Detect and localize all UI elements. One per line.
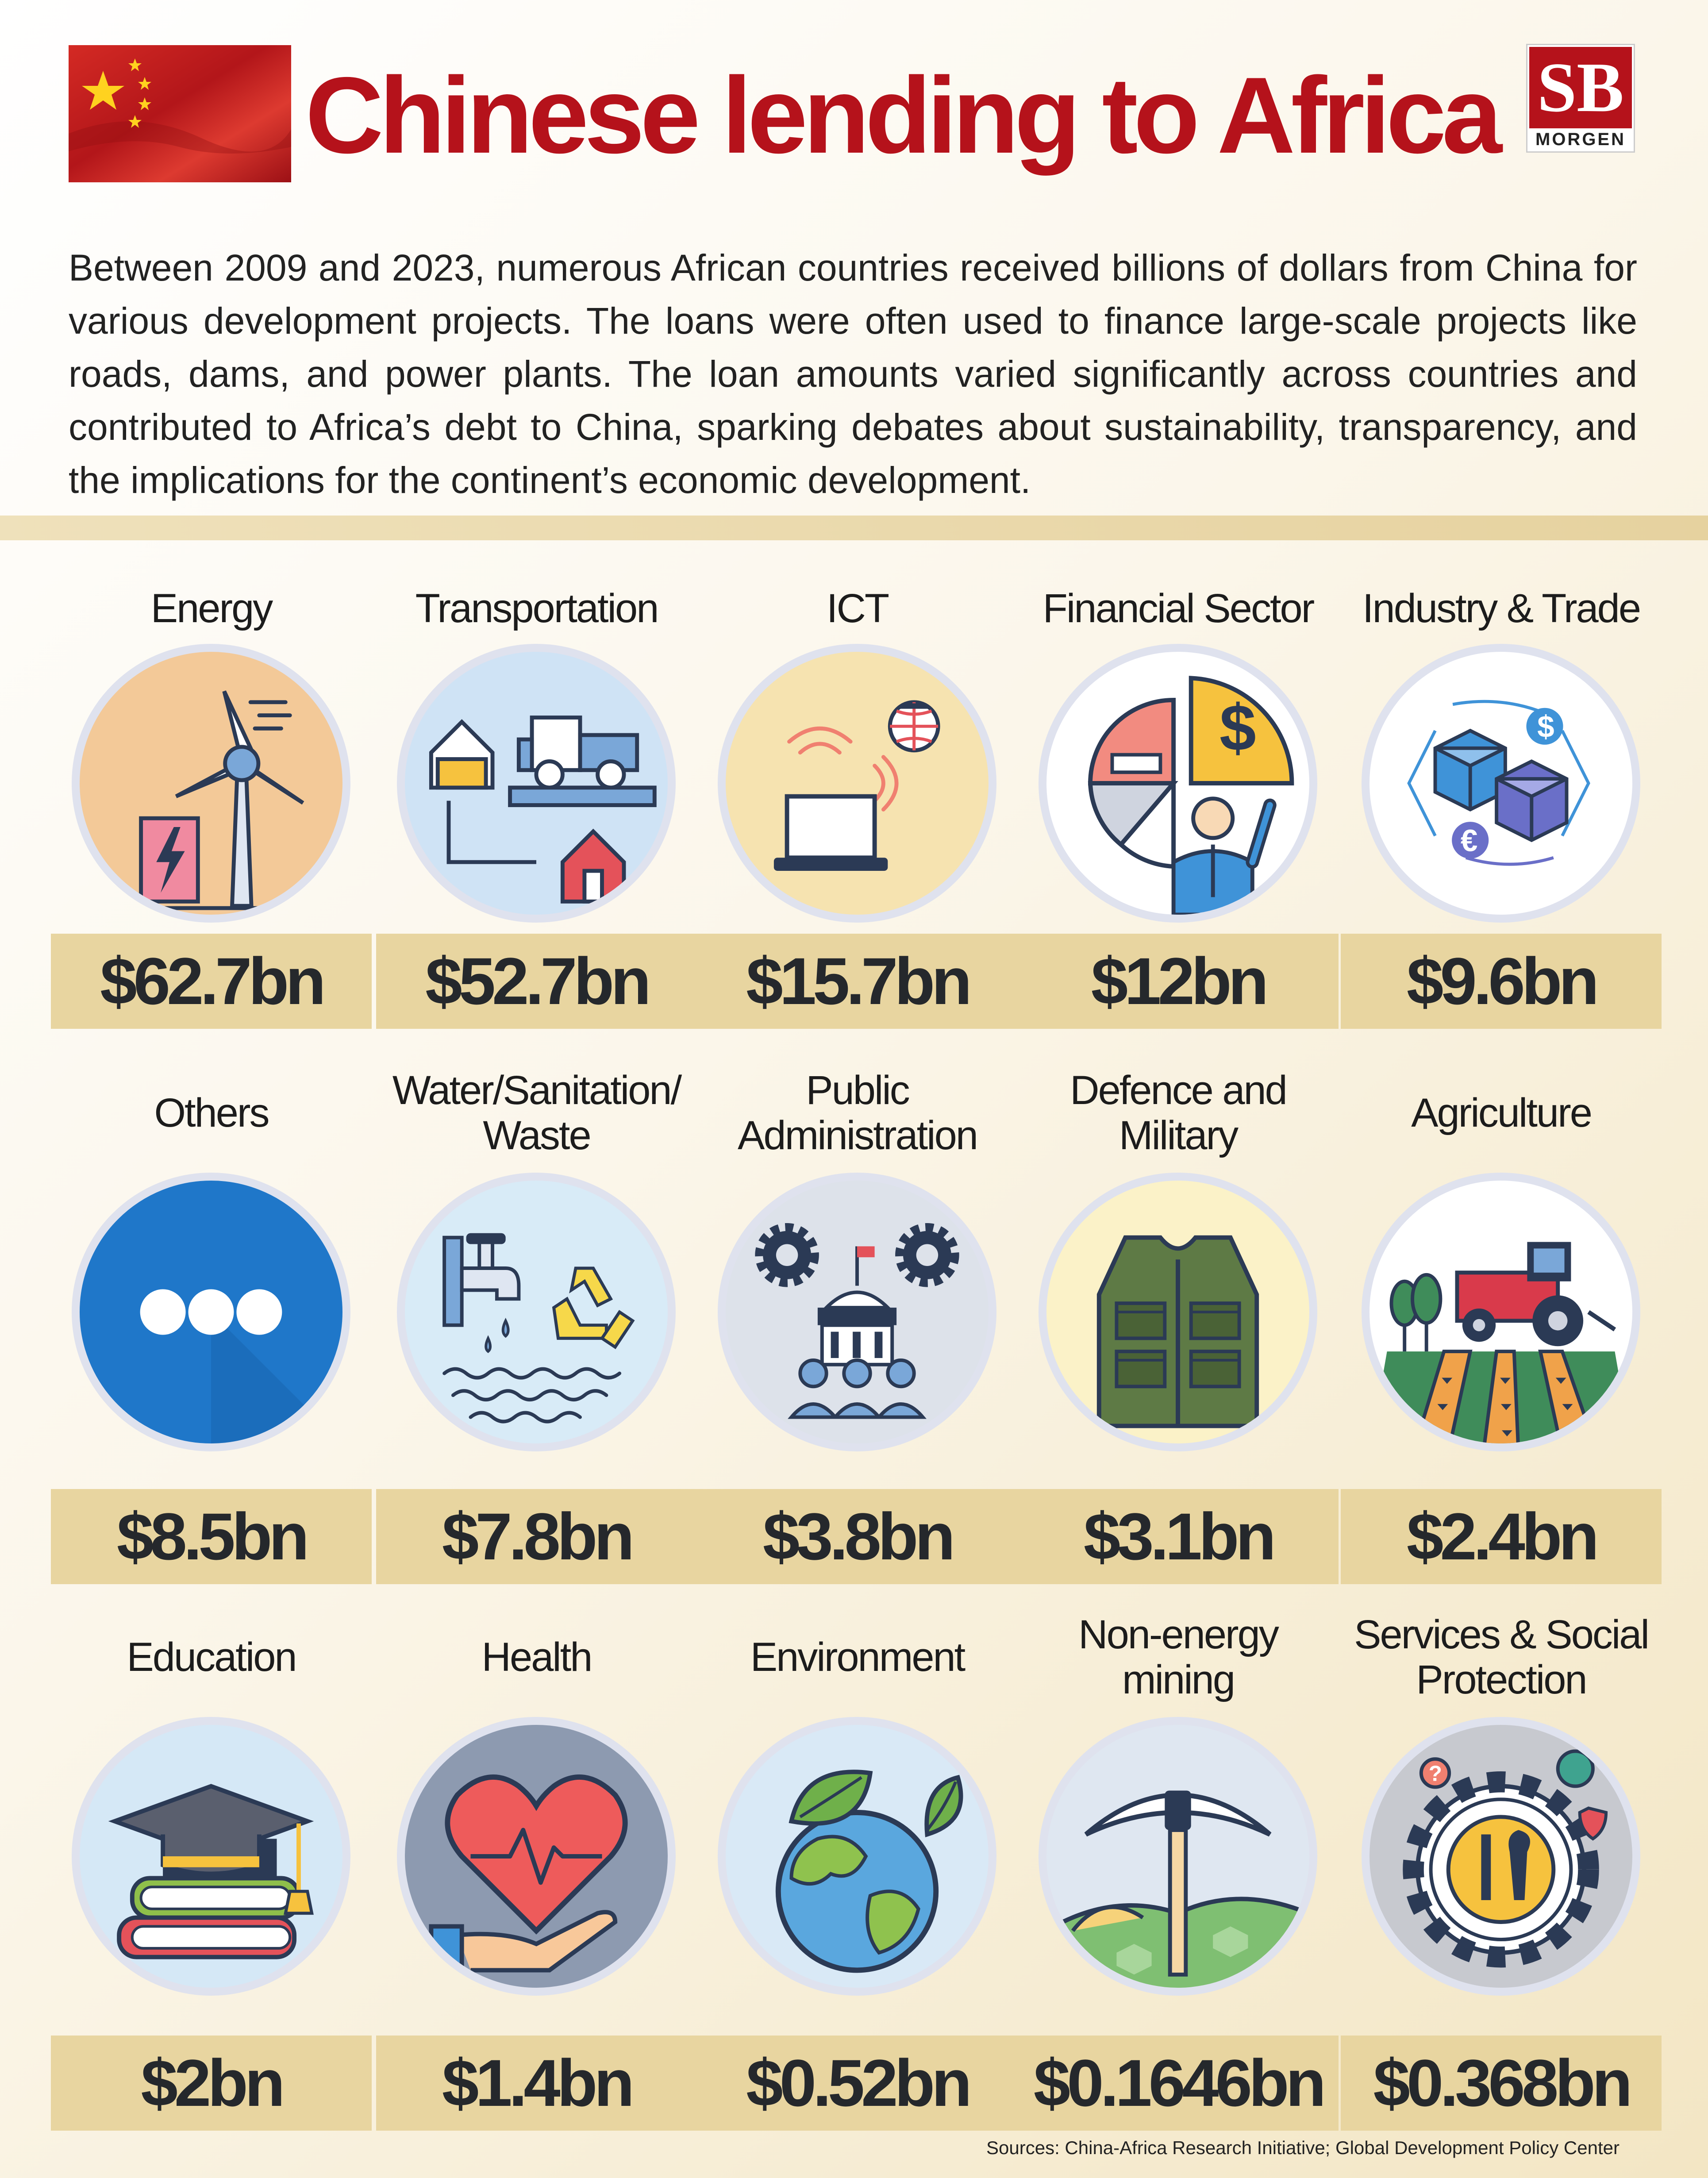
sector-amount: $0.1646bn	[1033, 2046, 1323, 2120]
sector-label: Non-energy mining	[1078, 1612, 1278, 1702]
sector-label: Services & Social Protection	[1354, 1612, 1648, 1702]
graduation-books-icon	[72, 1717, 350, 1996]
sector-label: Water/Sanitation/ Waste	[392, 1068, 681, 1158]
svg-text:$: $	[1219, 691, 1256, 765]
finance-chart-icon	[1039, 644, 1317, 923]
sector-amount: $12bn	[1091, 944, 1266, 1018]
sector-amount: $0.52bn	[746, 2046, 969, 2120]
sector-label: Health	[481, 1635, 592, 1680]
sector-label: ICT	[826, 586, 889, 631]
sector-amount: $3.8bn	[762, 1499, 952, 1574]
sector-amount: $15.7bn	[746, 944, 969, 1018]
sector-label: Agriculture	[1411, 1090, 1591, 1135]
trade-boxes-icon	[1362, 644, 1640, 923]
sector-label: Others	[154, 1090, 269, 1135]
sector-amount: $7.8bn	[442, 1499, 631, 1574]
sector-amount: $9.6bn	[1406, 944, 1596, 1018]
sources-note: Sources: China-Africa Research Initiative; Global Development Policy Center	[986, 2137, 1620, 2158]
section-divider-band	[0, 516, 1708, 540]
sector-label: Environment	[750, 1635, 965, 1680]
sector-amount: $52.7bn	[425, 944, 648, 1018]
sector-label: Financial Sector	[1042, 586, 1314, 631]
svg-text:$: $	[1537, 709, 1554, 744]
logo-monogram: SB	[1537, 48, 1624, 127]
sector-label: Energy	[150, 586, 272, 631]
svg-text:?: ?	[1428, 1761, 1442, 1786]
wind-turbine-icon	[72, 644, 350, 923]
sector-amount: $3.1bn	[1083, 1499, 1273, 1574]
sector-amount: $2.4bn	[1406, 1499, 1596, 1574]
earth-leaves-icon	[718, 1717, 996, 1996]
logo-word: MORGEN	[1529, 128, 1632, 150]
page-title: Chinese lending to Africa	[305, 54, 1498, 176]
military-vest-icon	[1039, 1173, 1317, 1451]
sector-amount: $62.7bn	[100, 944, 323, 1018]
sector-label: Education	[127, 1635, 296, 1680]
china-flag	[69, 45, 291, 182]
sector-amount: $8.5bn	[116, 1499, 306, 1574]
sector-amount: $1.4bn	[442, 2046, 631, 2120]
truck-icon	[397, 644, 676, 923]
sector-label: Defence and Military	[1070, 1068, 1286, 1158]
sector-label: Industry & Trade	[1362, 586, 1640, 631]
water-recycle-icon	[397, 1173, 676, 1451]
ellipsis-icon	[72, 1173, 350, 1451]
gear-tools-icon	[1362, 1717, 1640, 1996]
sector-amount: $0.368bn	[1373, 2046, 1629, 2120]
government-icon	[718, 1173, 996, 1451]
tractor-field-icon	[1362, 1173, 1640, 1451]
heart-hand-icon	[397, 1717, 676, 1996]
sector-label: Public Administration	[738, 1068, 977, 1158]
intro-paragraph: Between 2009 and 2023, numerous African countries received billions of dollars from China for various development projects. The loans were often used to finance large-scale projects like roads, dams, and power plants. The loan amounts varied significantly across countries and contributed to Africa’s debt to China, sparking debates about sustainability, transparency, and the implications for the continent’s economic development.	[69, 247, 1637, 501]
sector-amount: $2bn	[141, 2046, 282, 2120]
sb-morgen-logo	[1527, 45, 1634, 151]
svg-text:€: €	[1460, 823, 1478, 858]
laptop-globe-icon	[718, 644, 996, 923]
sector-label: Transportation	[415, 586, 658, 631]
pickaxe-icon	[1039, 1717, 1317, 1996]
